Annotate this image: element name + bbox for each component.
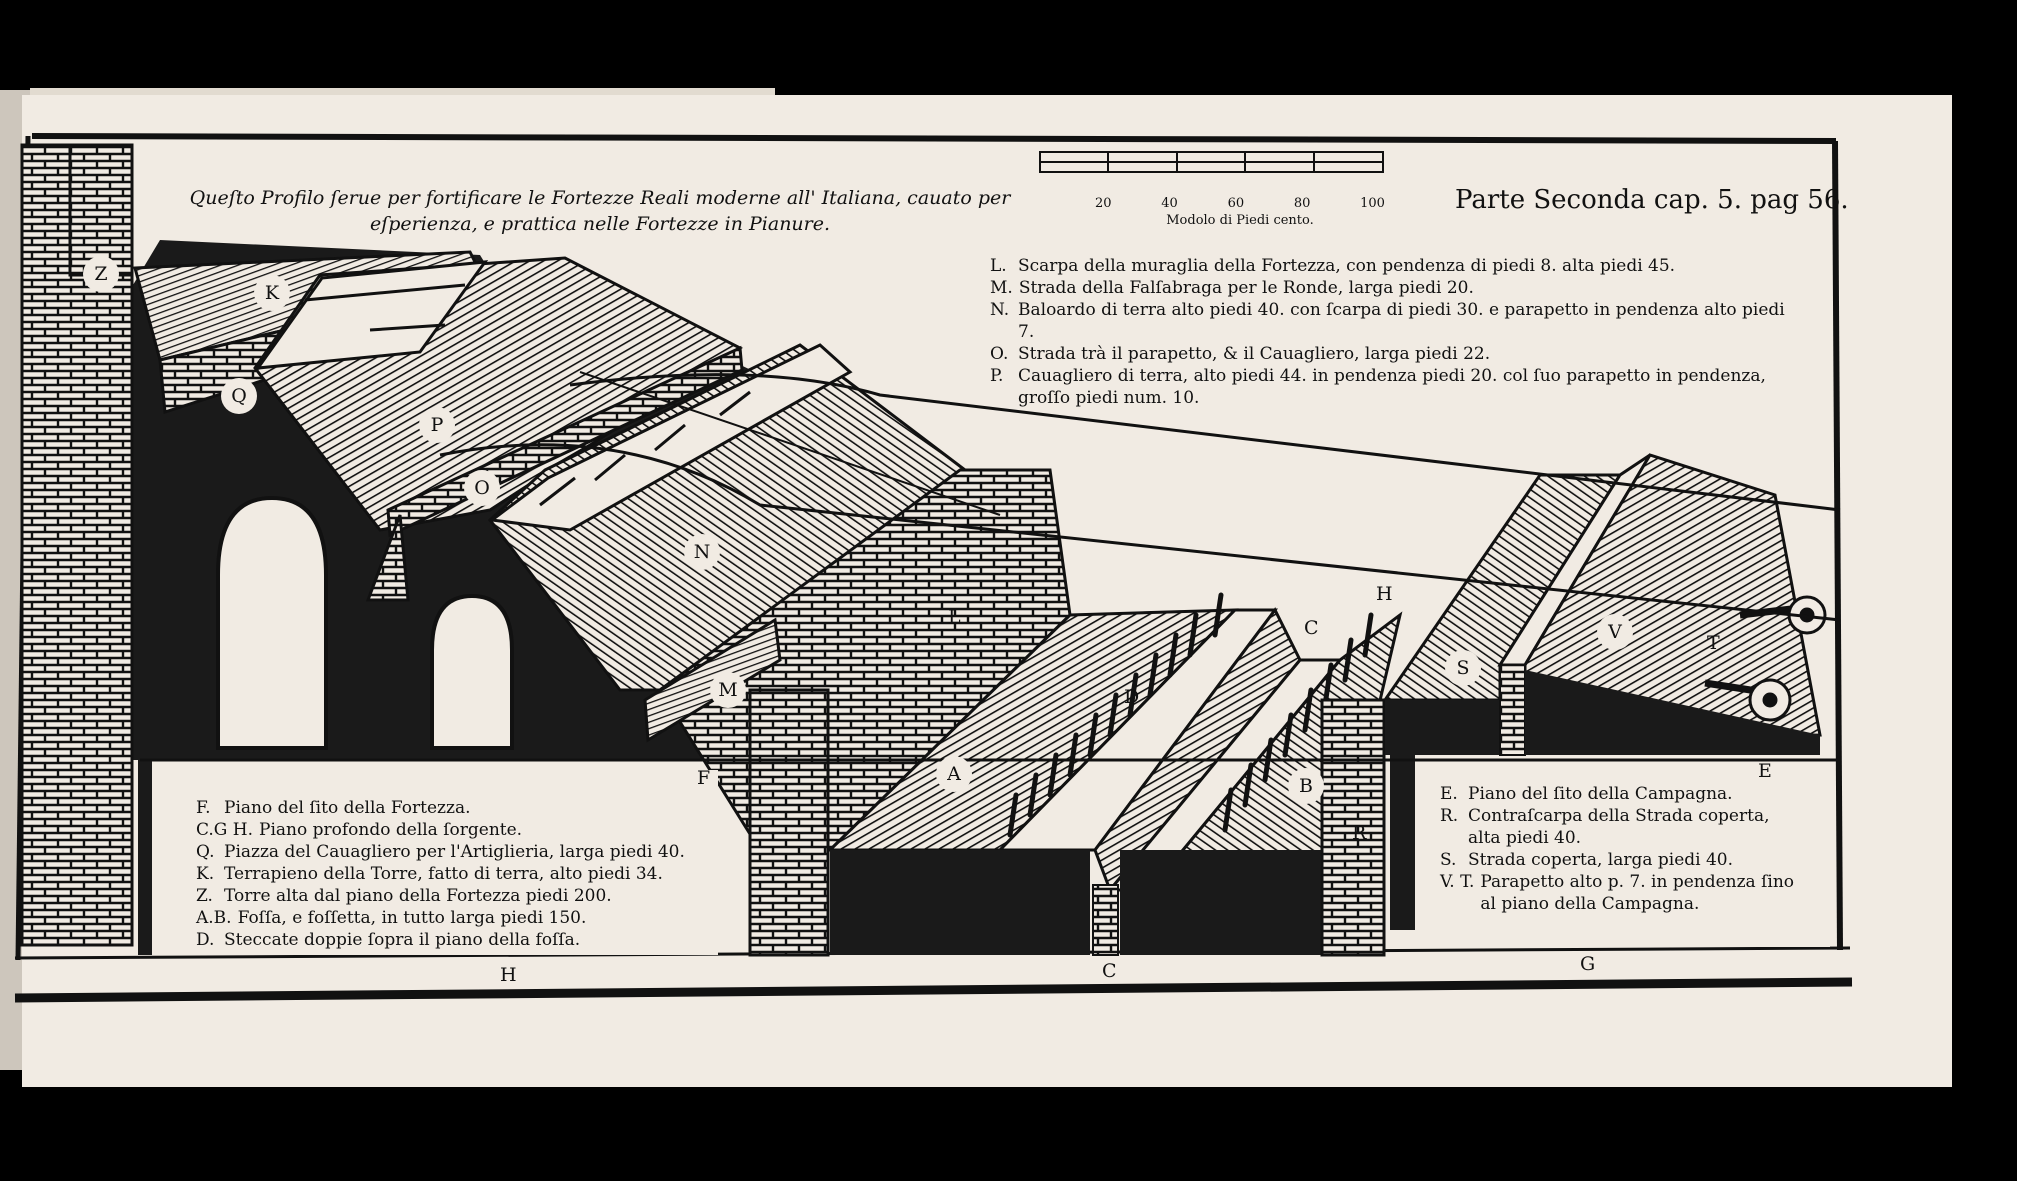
small-arch [432, 596, 512, 748]
legend-entry [990, 299, 1790, 343]
legend-text: Cauagliero di terra, alto piedi 44. in pendenza piedi 20. col ſuo parapetto in pendenza, groſſo piedi num. 10. [1018, 366, 1766, 408]
label-c-top: C [1304, 617, 1319, 639]
page-reference: Parte Seconda cap. 5. pag 56. [1455, 185, 1849, 215]
legend-key: R. [1440, 806, 1459, 826]
label-c-bottom: C [1102, 960, 1117, 982]
legend-key: K. [196, 864, 215, 884]
legend-entry [196, 885, 726, 907]
legend-key: F. [196, 798, 211, 818]
legend-key: O. [990, 344, 1009, 364]
legend-text: Strada coperta, larga piedi 40. [1468, 850, 1734, 870]
legend-key: C.G H. [196, 820, 254, 840]
legend-text: Piano del ſito della Campagna. [1468, 784, 1733, 804]
label-q: Q [221, 378, 257, 414]
scale-label: Modolo di Piedi cento. [1166, 213, 1314, 228]
legend-entry [990, 277, 1790, 299]
label-n: N [684, 534, 720, 570]
label-o: O [464, 470, 500, 506]
legend-text: Steccate doppie ſopra il piano della foſſa. [224, 930, 581, 950]
scale-ticks [1095, 196, 1385, 211]
legend-text: Piazza del Cauagliero per l'Artiglieria, larga piedi 40. [224, 842, 685, 862]
label-b: B [1288, 768, 1324, 804]
legend-text: Contraſcarpa della Strada coperta, alta piedi 40. [1468, 806, 1770, 848]
legend-key: M. [990, 278, 1013, 298]
legend-text: Baloardo di terra alto piedi 40. con ſcarpa di piedi 30. e parapetto in pendenza alto piedi 7. [1018, 300, 1785, 342]
legend-text: Strada trà il parapetto, & il Cauagliero, larga piedi 22. [1018, 344, 1491, 364]
scale-caption [1095, 196, 1395, 228]
label-z: Z [83, 256, 119, 292]
legend-entry [196, 841, 726, 863]
scale-tick: 60 [1227, 196, 1245, 211]
label-a: A [936, 756, 972, 792]
legend-entry [990, 365, 1790, 409]
legend-entry [196, 929, 726, 951]
legend-text: Terrapieno della Torre, fatto di terra, alto piedi 34. [224, 864, 663, 884]
label-k: K [254, 275, 290, 311]
legend-text: Strada della Falſabraga per le Ronde, larga piedi 20. [1018, 278, 1474, 298]
legend-key: E. [1440, 784, 1458, 804]
legend-key: V. T. [1440, 872, 1475, 892]
legend-entry [196, 863, 726, 885]
legend-entry [196, 797, 726, 819]
legend-key: A.B. [196, 908, 232, 928]
label-f: F [697, 767, 711, 789]
label-v: V [1597, 614, 1633, 650]
scale-tick: 20 [1095, 196, 1112, 211]
legend-key: L. [990, 256, 1007, 276]
legend-entry [1440, 849, 1800, 871]
legend-text: Parapetto alto p. 7. in pendenza ſino al piano della Campagna. [1480, 872, 1795, 914]
legend-key: N. [990, 300, 1010, 320]
scale-tick: 80 [1293, 196, 1311, 211]
legend-entry [990, 255, 1790, 277]
label-r: R [1352, 822, 1367, 844]
legend-top [990, 255, 1790, 409]
label-t: T [1707, 632, 1720, 654]
legend-entry [1440, 871, 1800, 915]
label-p: P [419, 407, 455, 443]
legend-text: Torre alta dal piano della Fortezza piedi 200. [224, 886, 612, 906]
label-e: E [1758, 760, 1772, 782]
legend-entry [196, 907, 726, 929]
plate-title: Queſto Profilo ſerue per fortificare le Fortezze Reali moderne all' Italiana, cauato per eſperienza, e prattica nelle Fortezze in Pianure. [189, 187, 1011, 235]
scale-tick: 40 [1161, 196, 1178, 211]
legend-text: Piano profondo della ſorgente. [259, 820, 523, 840]
large-arch [218, 498, 326, 748]
legend-entry [1440, 805, 1800, 849]
label-h-bottom: H [500, 964, 517, 986]
label-d: D [1124, 686, 1140, 708]
legend-key: Q. [196, 842, 215, 862]
scale-tick: 100 [1360, 196, 1385, 211]
label-s: S [1445, 650, 1481, 686]
scale-bar [1040, 152, 1383, 172]
legend-left [196, 797, 726, 951]
legend-key: Z. [196, 886, 213, 906]
label-h-top: H [1376, 583, 1393, 605]
legend-key: P. [990, 366, 1004, 386]
label-g: G [1580, 953, 1596, 975]
legend-entry [196, 819, 726, 841]
legend-entry [1440, 783, 1800, 805]
legend-right [1440, 783, 1800, 915]
legend-text: Piano del ſito della Fortezza. [224, 798, 471, 818]
legend-text: Scarpa della muraglia della Fortezza, con pendenza di piedi 8. alta piedi 45. [1018, 256, 1676, 276]
label-l: L [948, 606, 961, 628]
legend-key: D. [196, 930, 215, 950]
legend-entry [990, 343, 1790, 365]
legend-text: Foſſa, e foſſetta, in tutto larga piedi 150. [237, 908, 587, 928]
legend-key: S. [1440, 850, 1457, 870]
label-m: M [710, 672, 746, 708]
